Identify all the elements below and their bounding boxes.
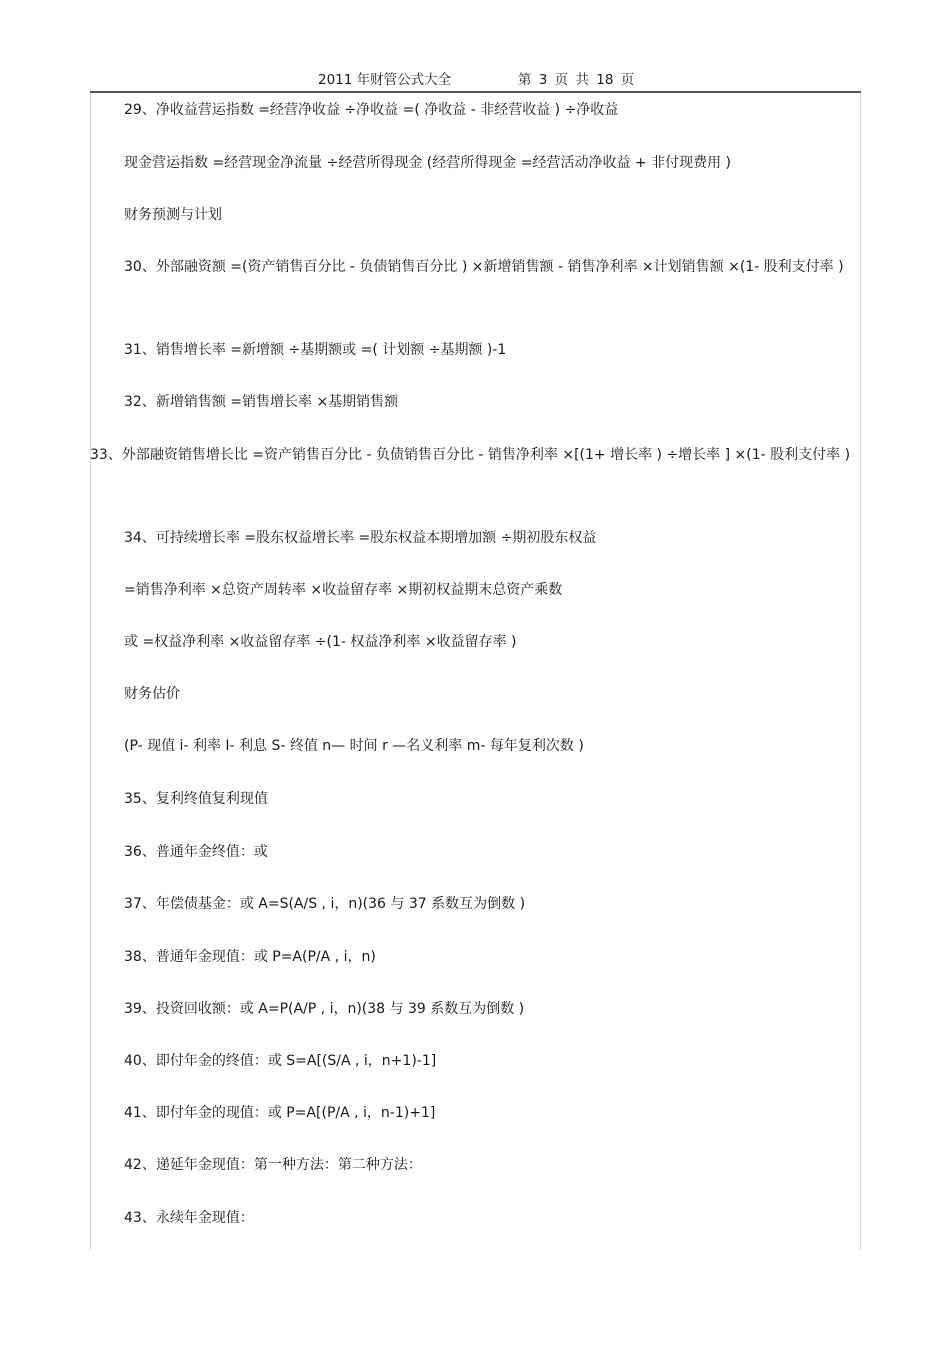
formula-37: 37、年偿债基金：或 A=S(A/S , i，n)(36 与 37 系数互为倒数 ) [124,896,526,912]
section-heading-valuation: 财务估价 [124,686,180,702]
formula-30: 30、外部融资额 =(资产销售百分比 - 负债销售百分比 ) ×新增销售额 - 销售净利率 ×计划销售额 ×(1- 股利支付率 ) [124,259,844,275]
page-number: 第 3 页 共 18 页 [518,72,635,88]
formula-29: 29、净收益营运指数 =经营净收益 ÷净收益 =( 净收益 - 非经营收益 ) ÷净收益 [124,102,619,118]
formula-41: 41、即付年金的现值：或 P=A[(P/A , i，n-1)+1] [124,1105,436,1121]
right-margin-line [860,93,861,1250]
header-divider [90,91,861,93]
symbol-legend: (P- 现值 i- 利率 I- 利息 S- 终值 n— 时间 r —名义利率 m- 每年复利次数 ) [124,738,584,754]
formula-36: 36、普通年金终值：或 [124,844,268,860]
formula-39: 39、投资回收额：或 A=P(A/P , i，n)(38 与 39 系数互为倒数 ) [124,1001,525,1017]
formula-31: 31、销售增长率 =新增额 ÷基期额或 =( 计划额 ÷基期额 )-1 [124,342,507,358]
formula-35: 35、复利终值复利现值 [124,791,268,807]
page-header [90,66,860,92]
formula-34-alt-2: 或 =权益净利率 ×收益留存率 ÷(1- 权益净利率 ×收益留存率 ) [124,634,517,650]
formula-43: 43、永续年金现值： [124,1210,254,1226]
section-heading-forecast: 财务预测与计划 [124,207,222,223]
formula-42: 42、递延年金现值：第一种方法：第二种方法： [124,1157,422,1173]
formula-cash-operating-index: 现金营运指数 =经营现金净流量 ÷经营所得现金 (经营所得现金 =经营活动净收益 + 非付现费用 ) [124,155,731,171]
formula-34: 34、可持续增长率 =股东权益增长率 =股东权益本期增加额 ÷期初股东权益 [124,530,597,546]
formula-32: 32、新增销售额 =销售增长率 ×基期销售额 [124,394,399,410]
formula-34-alt-1: =销售净利率 ×总资产周转率 ×收益留存率 ×期初权益期末总资产乘数 [124,582,563,598]
formula-40: 40、即付年金的终值：或 S=A[(S/A , i，n+1)-1] [124,1053,437,1069]
formula-33: 33、外部融资销售增长比 =资产销售百分比 - 负债销售百分比 - 销售净利率 ×[(1+ 增长率 ) ÷增长率 ] ×(1- 股利支付率 ) [90,447,851,463]
formula-38: 38、普通年金现值：或 P=A(P/A , i，n) [124,949,376,965]
document-title: 2011 年财管公式大全 [318,72,452,88]
